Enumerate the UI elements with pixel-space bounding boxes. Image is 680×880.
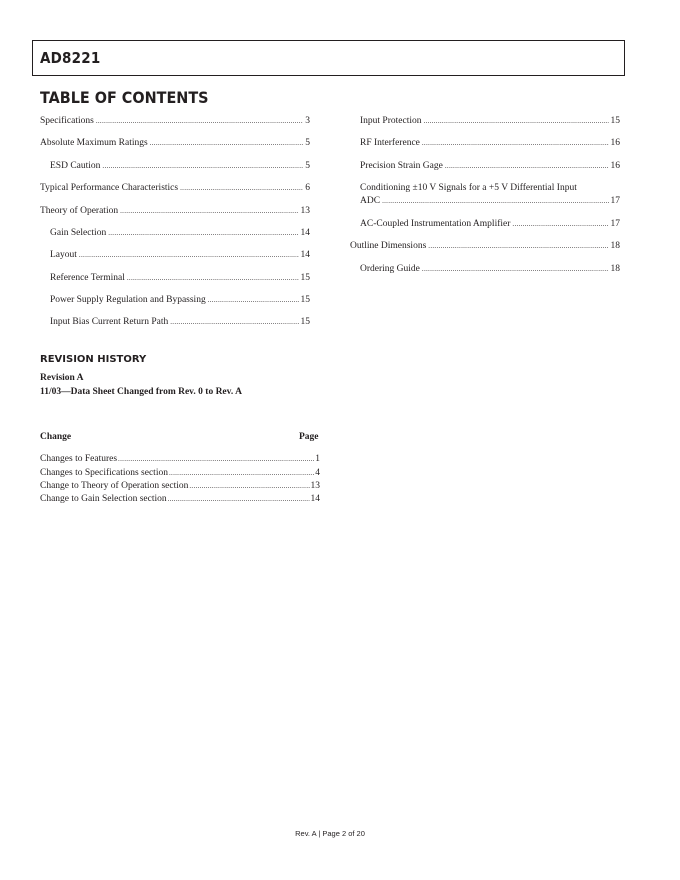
toc-entry-label: Outline Dimensions xyxy=(350,241,427,251)
toc-entry-label: Reference Terminal xyxy=(50,273,125,283)
change-page: 1 xyxy=(315,454,320,464)
toc-leader-dots xyxy=(79,249,299,262)
toc-entry-label: RF Interference xyxy=(360,138,420,148)
toc-leader-dots xyxy=(170,316,298,329)
toc-entry-theory-of-operation[interactable] xyxy=(40,205,310,218)
toc-entry-specifications[interactable] xyxy=(40,115,310,128)
toc-entry-label: Ordering Guide xyxy=(360,264,420,274)
toc-entry-conditioning-signals[interactable] xyxy=(360,182,620,208)
revision-date-line: 11/03—Data Sheet Changed from Rev. 0 to Rev. A xyxy=(40,387,242,397)
toc-entry-typical-performance[interactable] xyxy=(40,182,310,195)
toc-entry-page: 14 xyxy=(300,250,310,260)
toc-leader-dots xyxy=(423,115,608,128)
toc-entry-ordering-guide[interactable] xyxy=(360,263,620,276)
toc-entry-ac-coupled-amplifier[interactable] xyxy=(360,218,620,231)
document-title: AD8221 xyxy=(40,49,101,67)
toc-entry-rf-interference[interactable] xyxy=(360,137,620,150)
toc-entry-page: 6 xyxy=(305,183,310,193)
toc-leader-dots xyxy=(127,272,299,285)
change-label: Changes to Specifications section xyxy=(40,468,168,478)
toc-entry-gain-selection[interactable] xyxy=(50,227,310,240)
revision-history-heading: REVISION HISTORY xyxy=(40,354,147,365)
change-row xyxy=(40,467,320,480)
toc-entry-page: 18 xyxy=(610,264,620,274)
toc-entry-page: 15 xyxy=(300,295,310,305)
toc-entry-label: Typical Performance Characteristics xyxy=(40,183,179,193)
toc-entry-label: Absolute Maximum Ratings xyxy=(40,138,148,148)
toc-entry-outline-dimensions[interactable] xyxy=(350,240,620,253)
toc-entry-precision-strain-gage[interactable] xyxy=(360,160,620,173)
change-leader-dots xyxy=(189,480,309,493)
toc-leader-dots xyxy=(150,137,304,150)
toc-entry-reference-terminal[interactable] xyxy=(50,272,310,285)
toc-entry-label: ESD Caution xyxy=(50,161,101,171)
toc-entry-label: Layout xyxy=(50,250,77,260)
toc-entry-label: Input Protection xyxy=(360,116,422,126)
toc-title: TABLE OF CONTENTS xyxy=(40,88,209,107)
toc-leader-dots xyxy=(208,294,299,307)
toc-entry-page: 15 xyxy=(300,273,310,283)
toc-leader-dots xyxy=(422,137,609,150)
change-page: 14 xyxy=(310,494,320,504)
toc-leader-dots xyxy=(180,182,303,195)
toc-entry-page: 15 xyxy=(300,317,310,327)
toc-entry-label: Gain Selection xyxy=(50,228,107,238)
change-page: 13 xyxy=(310,481,320,491)
toc-leader-dots xyxy=(102,160,303,173)
page-column-header: Page xyxy=(299,432,319,442)
change-leader-dots xyxy=(169,467,314,480)
toc-entry-esd-caution[interactable] xyxy=(50,160,310,173)
revision-version: Revision A xyxy=(40,373,84,383)
toc-entry-label: Input Bias Current Return Path xyxy=(50,317,169,327)
toc-entry-page: 5 xyxy=(305,161,310,171)
change-page: 4 xyxy=(315,468,320,478)
toc-entry-page: 16 xyxy=(610,138,620,148)
header-box xyxy=(32,40,625,76)
toc-entry-power-supply-regulation[interactable] xyxy=(50,294,310,307)
toc-entry-label: Precision Strain Gage xyxy=(360,161,443,171)
toc-entry-label: Specifications xyxy=(40,116,94,126)
change-leader-dots xyxy=(118,453,314,466)
change-row xyxy=(40,453,320,466)
change-row xyxy=(40,493,320,506)
toc-entry-absolute-maximum-ratings[interactable] xyxy=(40,137,310,150)
change-column-header: Change xyxy=(40,432,72,442)
toc-entry-label: AC-Coupled Instrumentation Amplifier xyxy=(360,219,511,229)
change-label: Change to Theory of Operation section xyxy=(40,481,189,491)
change-leader-dots xyxy=(168,493,310,506)
toc-leader-dots xyxy=(382,195,608,208)
change-label: Change to Gain Selection section xyxy=(40,494,167,504)
toc-entry-page: 16 xyxy=(610,161,620,171)
toc-entry-page: 17 xyxy=(610,196,620,206)
toc-leader-dots xyxy=(512,218,608,231)
toc-entry-page: 14 xyxy=(300,228,310,238)
toc-leader-dots xyxy=(120,205,298,218)
toc-entry-input-protection[interactable] xyxy=(360,115,620,128)
toc-entry-label: Conditioning ±10 V Signals for a +5 V Differential Input xyxy=(360,183,577,193)
toc-entry-label-continued: ADC xyxy=(360,196,381,206)
change-row xyxy=(40,480,320,493)
page-footer: Rev. A | Page 2 of 20 xyxy=(295,829,365,838)
toc-entry-page: 13 xyxy=(300,206,310,216)
toc-entry-input-bias-current[interactable] xyxy=(50,316,310,329)
toc-entry-label: Power Supply Regulation and Bypassing xyxy=(50,295,206,305)
toc-leader-dots xyxy=(422,263,609,276)
toc-entry-page: 5 xyxy=(305,138,310,148)
toc-entry-page: 3 xyxy=(305,116,310,126)
toc-entry-label: Theory of Operation xyxy=(40,206,119,216)
toc-entry-page: 18 xyxy=(610,241,620,251)
toc-entry-page: 17 xyxy=(610,219,620,229)
toc-entry-page: 15 xyxy=(610,116,620,126)
toc-leader-dots xyxy=(96,115,303,128)
toc-leader-dots xyxy=(428,240,608,253)
toc-leader-dots xyxy=(108,227,298,240)
change-label: Changes to Features xyxy=(40,454,118,464)
toc-entry-layout[interactable] xyxy=(50,249,310,262)
toc-leader-dots xyxy=(445,160,609,173)
